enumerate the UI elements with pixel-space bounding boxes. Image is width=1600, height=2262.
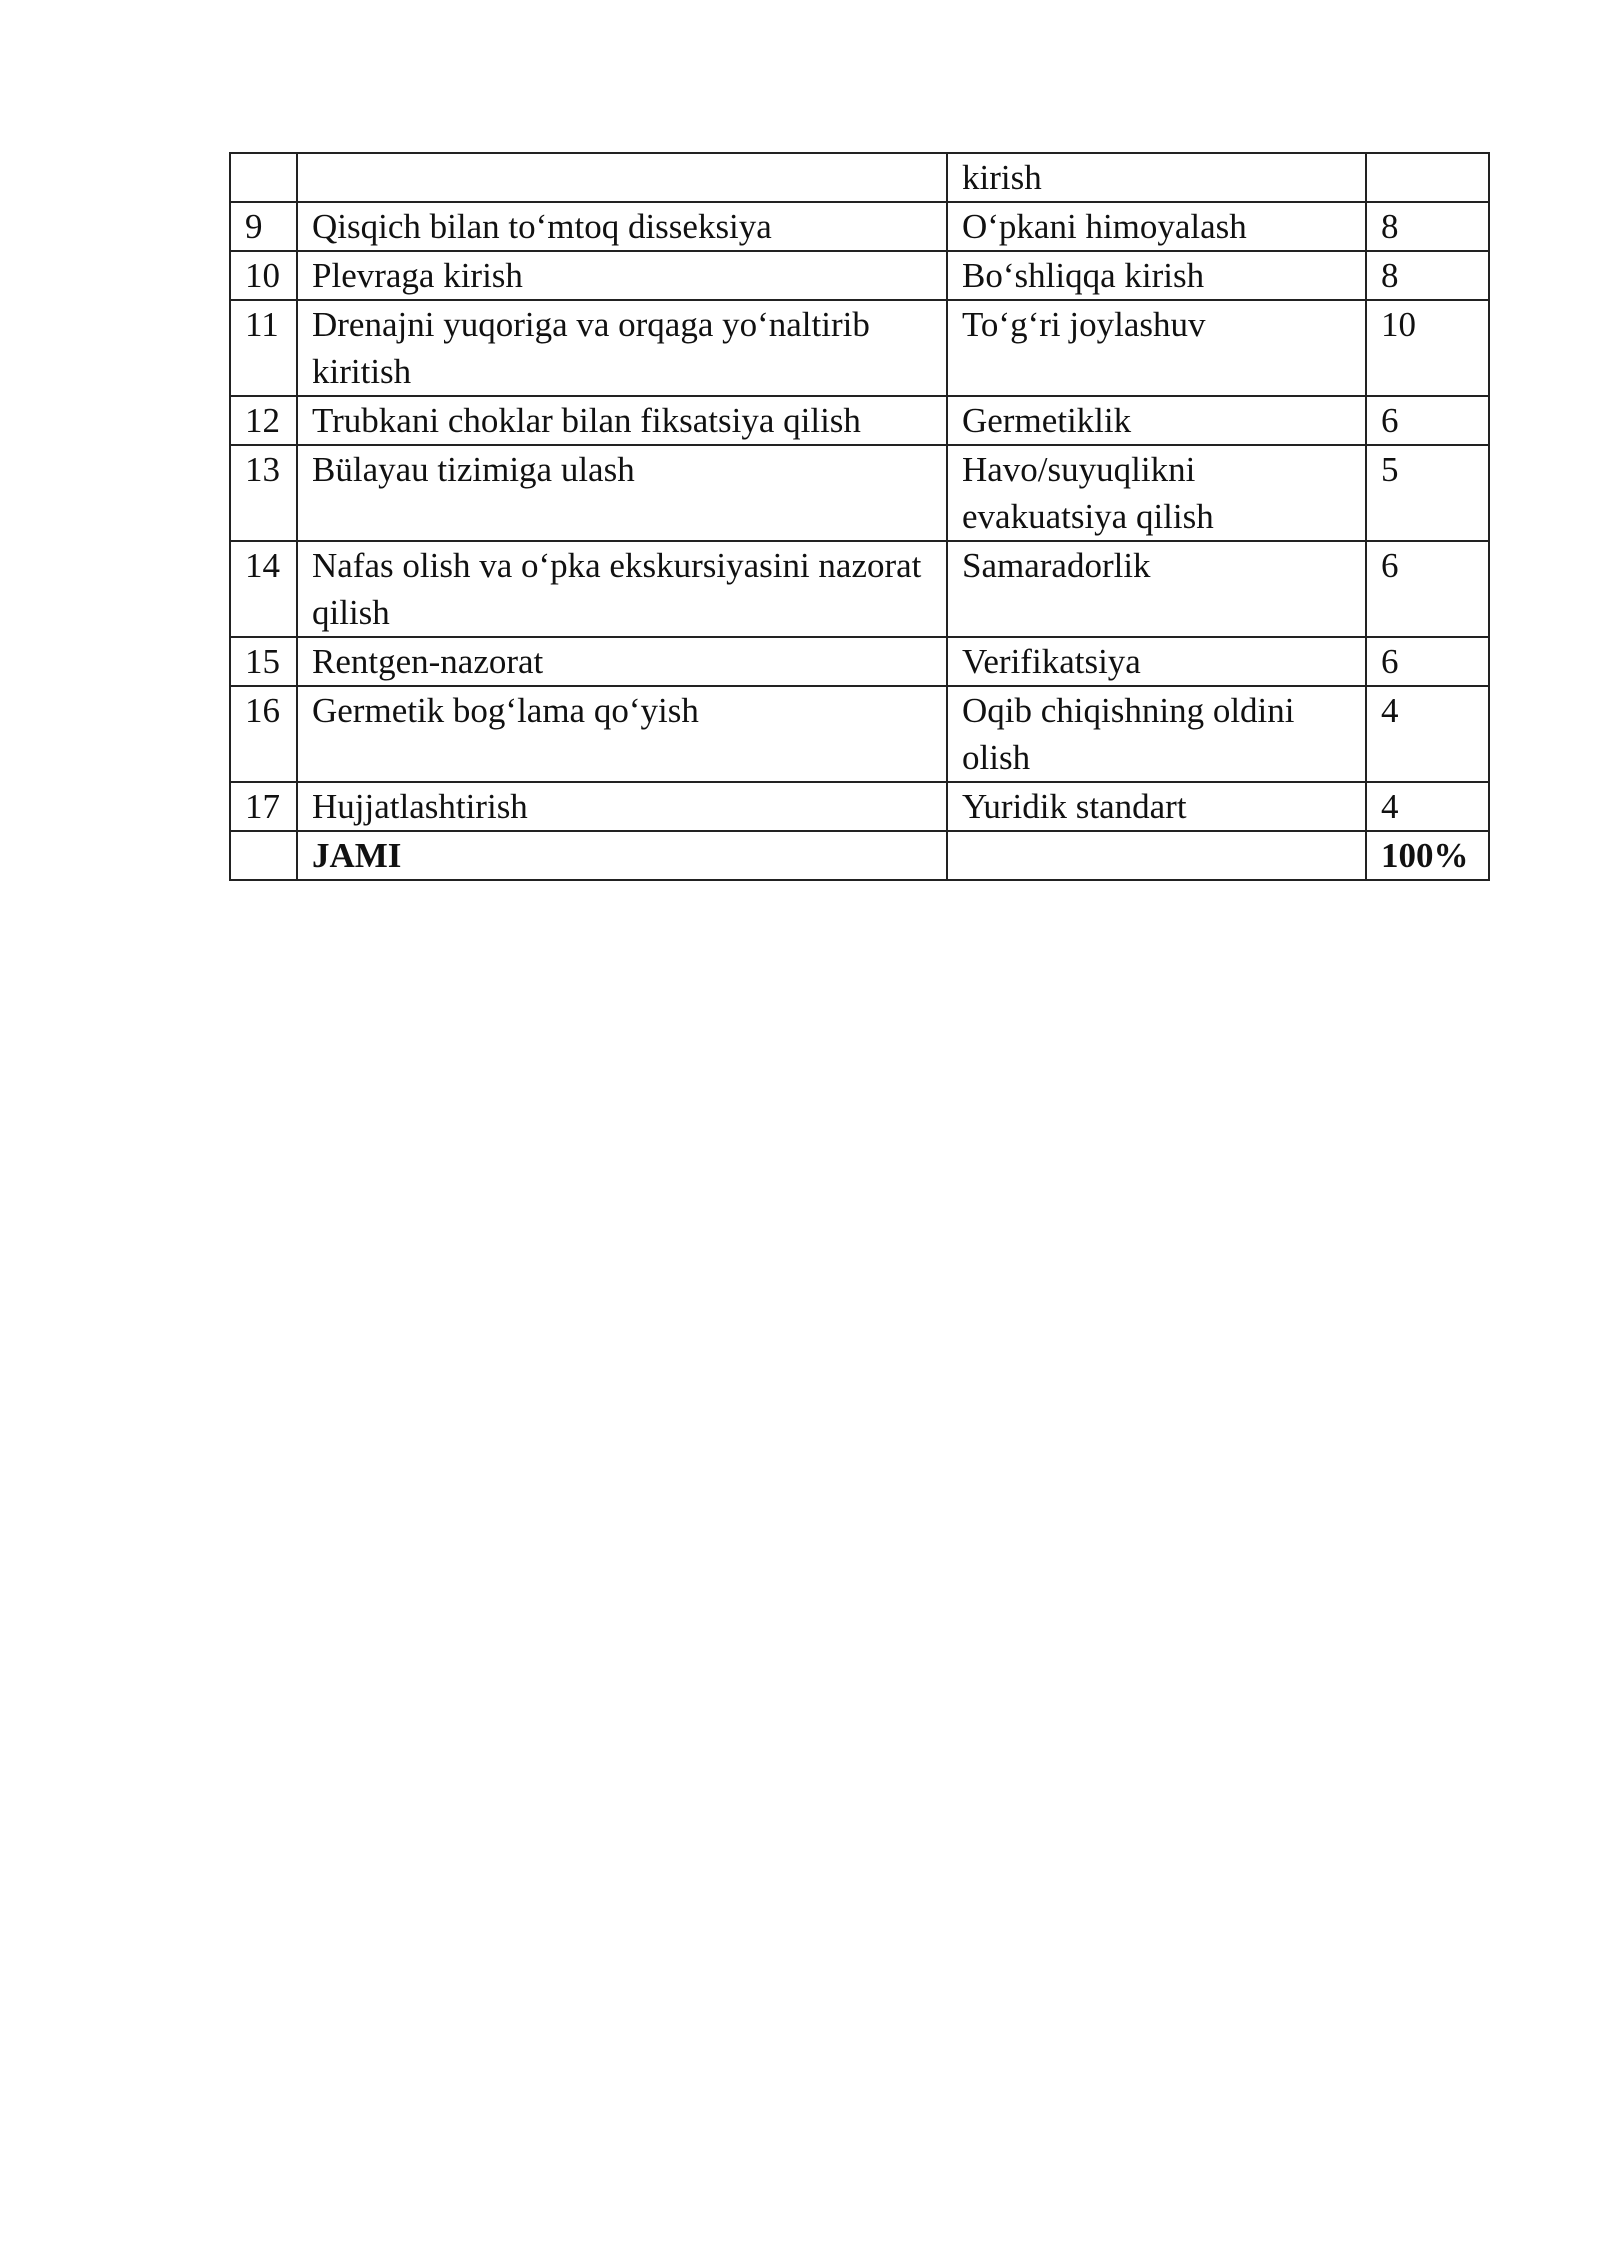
score-cell: 6 — [1366, 637, 1489, 686]
table-row — [230, 637, 1489, 686]
step-cell: Rentgen-nazorat — [297, 637, 947, 686]
step-cell: Qisqich bilan to‘mtoq disseksiya — [297, 202, 947, 251]
criterion-cell: Oqib chiqishning oldini olish — [947, 686, 1366, 782]
score-cell: 8 — [1366, 251, 1489, 300]
table-row — [230, 202, 1489, 251]
score-cell — [1366, 153, 1489, 202]
table-row — [230, 541, 1489, 637]
row-number-cell: 12 — [230, 396, 297, 445]
assessment-table — [229, 152, 1490, 881]
criterion-cell: kirish — [947, 153, 1366, 202]
criterion-cell — [947, 831, 1366, 880]
step-cell: Bülayau tizimiga ulash — [297, 445, 947, 541]
table-row — [230, 686, 1489, 782]
criterion-cell: Verifikatsiya — [947, 637, 1366, 686]
row-number-cell: 11 — [230, 300, 297, 396]
score-cell: 10 — [1366, 300, 1489, 396]
score-cell: 4 — [1366, 686, 1489, 782]
step-cell: Germetik bog‘lama qo‘yish — [297, 686, 947, 782]
table-row — [230, 251, 1489, 300]
row-number-cell: 17 — [230, 782, 297, 831]
criterion-cell: To‘g‘ri joylashuv — [947, 300, 1366, 396]
row-number-cell — [230, 153, 297, 202]
step-cell: Plevraga kirish — [297, 251, 947, 300]
step-cell: Drenajni yuqoriga va orqaga yo‘naltirib kiritish — [297, 300, 947, 396]
table-row — [230, 396, 1489, 445]
score-cell: 6 — [1366, 541, 1489, 637]
table-row — [230, 445, 1489, 541]
row-number-cell: 13 — [230, 445, 297, 541]
score-cell: 8 — [1366, 202, 1489, 251]
row-number-cell: 15 — [230, 637, 297, 686]
step-cell: Trubkani choklar bilan fiksatsiya qilish — [297, 396, 947, 445]
step-cell — [297, 153, 947, 202]
table-row — [230, 300, 1489, 396]
total-label: JAMI — [297, 831, 947, 880]
step-cell: Hujjatlashtirish — [297, 782, 947, 831]
criterion-cell: O‘pkani himoyalash — [947, 202, 1366, 251]
row-number-cell: 14 — [230, 541, 297, 637]
criterion-cell: Havo/suyuqlikni evakuatsiya qilish — [947, 445, 1366, 541]
row-number-cell: 10 — [230, 251, 297, 300]
score-cell: 6 — [1366, 396, 1489, 445]
criterion-cell: Samaradorlik — [947, 541, 1366, 637]
table-row — [230, 153, 1489, 202]
total-score: 100% — [1366, 831, 1489, 880]
row-number-cell — [230, 831, 297, 880]
step-cell: Nafas olish va o‘pka ekskursiyasini nazorat qilish — [297, 541, 947, 637]
criterion-cell: Germetiklik — [947, 396, 1366, 445]
table-row — [230, 782, 1489, 831]
total-row — [230, 831, 1489, 880]
score-cell: 5 — [1366, 445, 1489, 541]
row-number-cell: 16 — [230, 686, 297, 782]
criterion-cell: Bo‘shliqqa kirish — [947, 251, 1366, 300]
row-number-cell: 9 — [230, 202, 297, 251]
criterion-cell: Yuridik standart — [947, 782, 1366, 831]
score-cell: 4 — [1366, 782, 1489, 831]
